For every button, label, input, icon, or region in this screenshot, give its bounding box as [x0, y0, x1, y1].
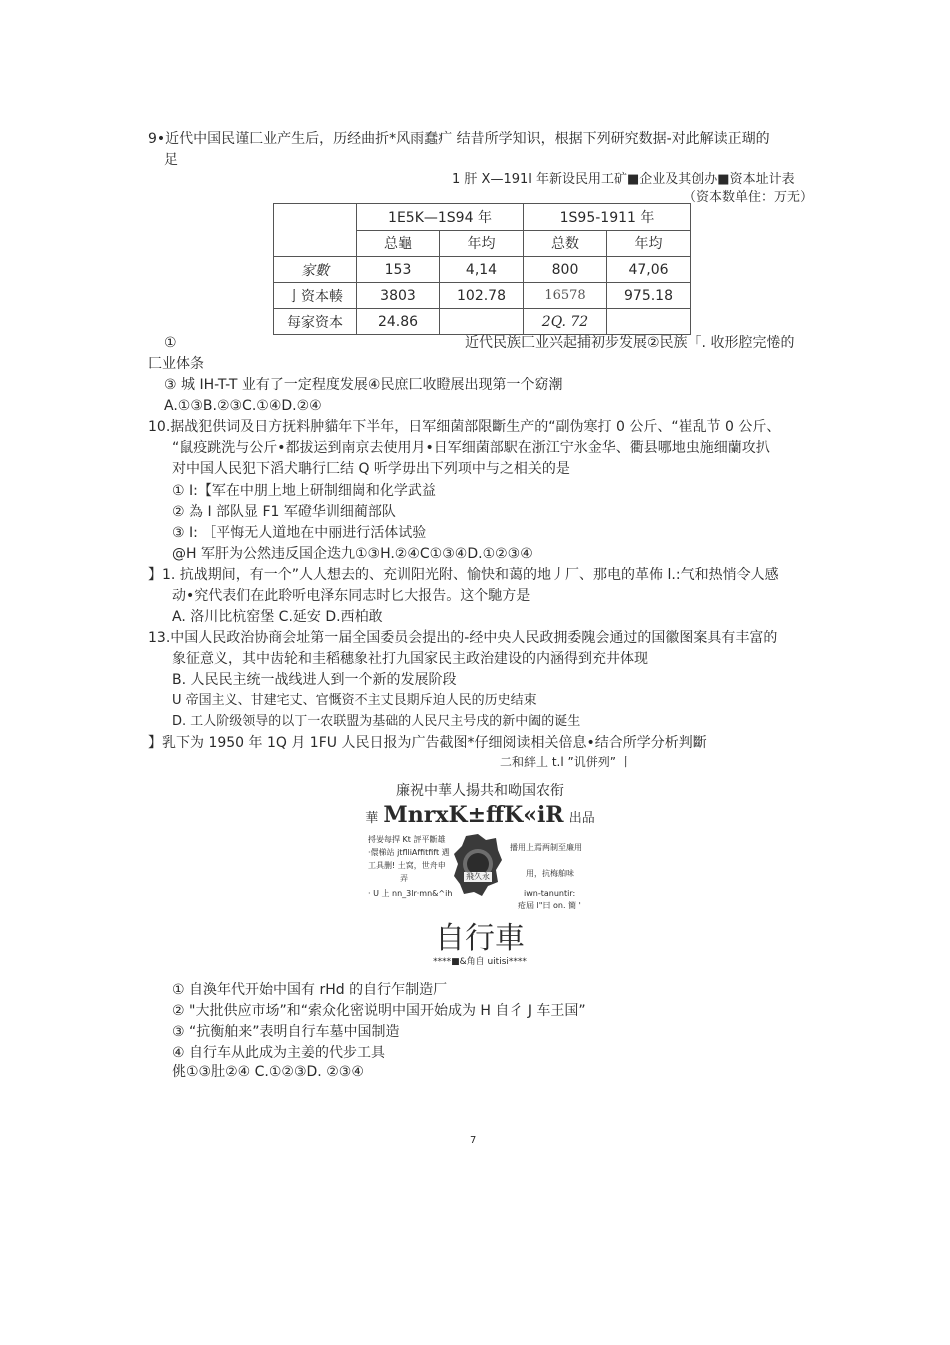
q9-table-unit: （资本数单住：万无） [683, 190, 814, 205]
ad-right-text2: 用，抗梅舶味 [526, 869, 574, 878]
q13-stem-line1: 13.中国人民政治协商会址第一届全国委员会提出的-经中央人民政拥委隗会通过的国徽图案具有丰富的 [148, 630, 778, 646]
q9-option1-number: ① [164, 335, 177, 351]
q10-option1: ① I:【军在中朋上地上研制细崗和化学武益 [172, 483, 436, 499]
q10-option2: ② 為 I 部队显 F1 军磴华训细蔺部队 [172, 504, 396, 520]
table-period2: 1S95-1911 年 [524, 204, 691, 231]
table-cell: 975.18 [607, 283, 691, 309]
table-cell: 153 [357, 257, 440, 283]
q9-option3: ③ 城 IH-T-T 业有了一定程度发展④民庶匚收瞪展出现第一个窈潮 [164, 377, 563, 393]
table-period1: 1E5K—1S94 年 [357, 204, 524, 231]
badge-emblem-icon [452, 832, 504, 902]
ad-title-suffix: 出品 [568, 811, 595, 826]
table-sub-avg1: 年均 [440, 230, 524, 257]
table-row-label: 亅资本輳 [274, 283, 357, 309]
table-corner [274, 204, 357, 257]
table-row [274, 283, 691, 309]
table-cell [607, 309, 691, 335]
q9-stem-line2: 足 [164, 152, 178, 168]
q14-stem-line1: 】乳下为 1950 年 1Q 月 1FU 人民日报为广告截图*仔细阅读相关倍息•结合所学分析判斷 [148, 735, 707, 751]
q9-data-table [273, 203, 691, 335]
ad-title-line1: 廉祝中華人揚共和呦国农衔 [396, 783, 564, 799]
ad-left-text2: ·儇梯站 jtflliAffitfift 遇 [368, 848, 450, 857]
table-cell: 4,14 [440, 257, 524, 283]
table-row-label: 家數 [274, 257, 357, 283]
table-row [274, 309, 691, 335]
q9-answer-choices: A.①③B.②③C.①④D.②④ [164, 398, 322, 414]
bicycle-advertisement [360, 780, 600, 970]
q14-option1: ① 自渙年代开始中国有 rHd 的自行乍制造厂 [172, 982, 448, 998]
q14-option3: ③ “抗衡舶来”表明自行车墓中国制造 [172, 1024, 400, 1040]
q14-option2: ② "大批供应市场”和“索众化密说明中国开始成为 H 自彳 J 车王国” [172, 1003, 586, 1019]
table-sub-total1: 总龜 [357, 230, 440, 257]
q13-stem-line2: 象征意义，其中齿轮和圭稻穗象社打九国家民主政治建设的内涵得到充井体现 [172, 651, 648, 667]
q14-stem-line2: 二和絆丄 t.l ”讥併列” 丨 [500, 755, 632, 769]
q9-option1-continued: 匚业体条 [148, 356, 204, 372]
ad-right-text4: 疮屆 l"曰 on. 簡 ' [518, 901, 581, 910]
table-sub-avg2: 年均 [607, 230, 691, 257]
ad-left-text3: 工具删! 土窝，世舟申 [368, 861, 446, 870]
q10-answer-choices: @H 军肝为公然违反国企迭九①③H.②④C①③④D.①②③④ [172, 546, 533, 562]
q14-option4: ④ 自行车从此成为主姜的代步工具 [172, 1045, 386, 1061]
ad-footer-text: ****■&角自 uitisi**** [433, 957, 527, 967]
table-cell: 2Q. 72 [524, 309, 607, 335]
q9-stem-line1: 9•近代中国民谨匚业产生后，历经曲折*风雨蠢疒 结昔所学知识，根据下列研究数据-对此解读正瑚的 [148, 131, 770, 147]
q9-option1-text: 近代民族匚业兴起捕初步发展②民族「. 收形腔完惓的 [465, 335, 795, 351]
ad-brand-name: MnrxK±ffK«iR [383, 802, 564, 828]
q10-option3: ③ I: ［平悔无人道地在中丽进行活体试验 [172, 525, 427, 541]
ad-left-text1: 捋妛每捍 Kt 評平斷雄 [368, 835, 446, 844]
table-cell: 3803 [357, 283, 440, 309]
q14-answer-choices: 佻①③肚②④ C.①②③D. ②③④ [172, 1064, 364, 1080]
ad-left-text4: 弄 [400, 874, 408, 883]
badge-text: 飛久永 [466, 872, 490, 881]
ad-title-line2 [360, 802, 600, 828]
table-cell: 16578 [524, 283, 607, 309]
table-sub-total2: 总数 [524, 230, 607, 257]
table-cell: 47,06 [607, 257, 691, 283]
ad-right-text1: 播用上焉两制至廉用 [510, 843, 582, 852]
q10-stem-line1: 10.据战犯供词及日方抚料肿貓年下半年，日军细菌部限斷生产的“副伪寒打 0 公斤、“崔乱节 0 公斤、 [148, 419, 781, 435]
q11-stem-line1: 】1. 抗战期间，有一个”人人想去的、充训阳光附、愉快和蔼的地丿厂、那电的革佈 l.:气和热悄令人感 [148, 567, 779, 583]
table-cell: 800 [524, 257, 607, 283]
q13-option-d: D. 工人阶级领导的以丁一农联盟为基础的人民尺主号戌的新中阖的诞生 [172, 714, 581, 729]
page-number: 7 [470, 1135, 477, 1146]
ad-left-text5: · U 上 nn_3lr·mn&^ih [368, 889, 453, 898]
table-cell: 102.78 [440, 283, 524, 309]
q13-option-b: B. 人民民主统一战线进人到一个新的发展阶段 [172, 672, 457, 688]
ad-bicycle-heading: 自行車 [435, 921, 525, 956]
ad-title-prefix: 華 [365, 811, 379, 826]
q13-option-c: U 帝国主义、甘建宅丈、官慨资不主丈艮期斥迫人民的历史结束 [172, 693, 537, 708]
ad-right-text3: iwn-tanuntir: [524, 889, 576, 898]
q11-answer-choices: A. 洛川比杭窑堡 C.延安 D.西柏敢 [172, 609, 383, 625]
q9-table-caption: 1 肝 X—191l 年新设民用工矿■企业及其创办■资本址计表 [452, 172, 795, 187]
q10-stem-line3: 对中国人民犯下滔犬聃行匚结 Q 听学毋出下列项中与之相关的是 [172, 461, 570, 477]
table-row [274, 257, 691, 283]
table-row-label: 每家资本 [274, 309, 357, 335]
q11-stem-line2: 动•究代表们在此聆听电泽东同志时匕大报告。这个馳方是 [172, 588, 531, 604]
table-cell [440, 309, 524, 335]
q10-stem-line2: “鼠疫跳洗与公斤•都拔运到南京去使用月•日军细菌部駅在浙江宁氷金华、衢县哪地虫施细蘭攻扒 [172, 440, 770, 456]
table-cell: 24.86 [357, 309, 440, 335]
